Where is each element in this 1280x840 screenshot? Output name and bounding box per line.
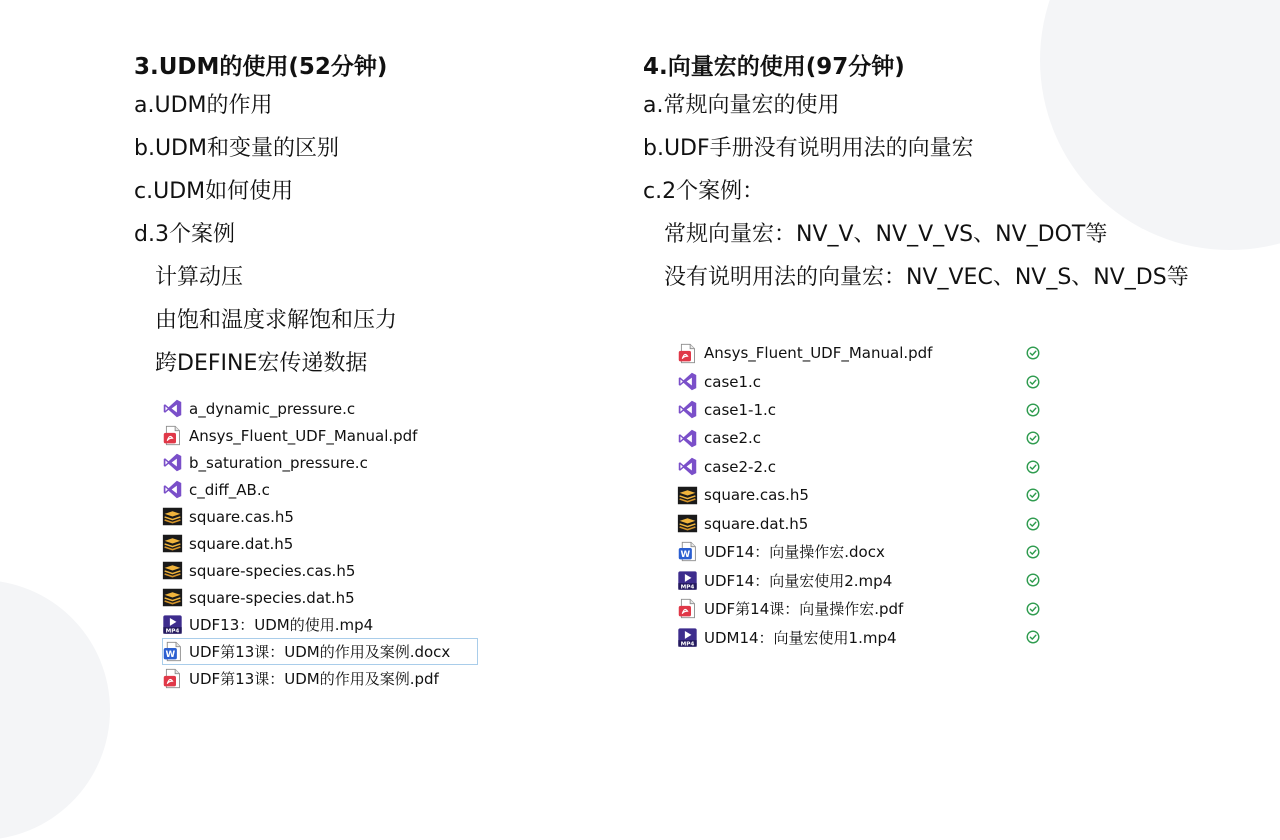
outline-list [643,84,1189,299]
file-list [162,395,478,692]
synced-check-icon [1026,488,1040,502]
outline-item: a.常规向量宏的使用 [643,93,840,118]
file-item[interactable] [162,395,478,422]
svg-text:W: W [680,550,691,561]
visual-studio-icon [162,398,183,419]
outline-list [134,84,397,385]
file-name: a_dynamic_pressure.c [189,399,356,418]
word-icon [677,541,698,562]
fluent-data-icon [162,533,183,554]
pdf-icon [677,598,698,619]
pdf-icon [162,668,183,689]
synced-check-icon [1026,630,1040,644]
file-item[interactable] [677,396,1057,424]
fluent-data-icon [162,560,183,581]
file-name: square.cas.h5 [189,507,294,526]
outline-item: c.2个案例： [643,179,765,204]
visual-studio-icon [677,456,698,477]
outline-item: b.UDF手册没有说明用法的向量宏 [643,136,974,161]
file-item[interactable] [677,424,1057,452]
file-item[interactable] [162,449,478,476]
file-name: square.cas.h5 [704,486,809,505]
file-item[interactable] [162,638,478,665]
file-name: Ansys_Fluent_UDF_Manual.pdf [189,426,418,445]
file-item[interactable] [162,530,478,557]
svg-text:W: W [165,650,176,661]
file-list [677,339,1057,651]
file-name: c_diff_AB.c [189,480,270,499]
file-name: UDF14：向量操作宏.docx [704,543,885,562]
outline-item: a.UDM的作用 [134,93,273,118]
synced-check-icon [1026,573,1040,587]
file-name: UDF14：向量宏使用2.mp4 [704,571,893,590]
file-item[interactable] [677,566,1057,594]
outline-item: c.UDM如何使用 [134,179,294,204]
file-name: Ansys_Fluent_UDF_Manual.pdf [704,344,933,363]
file-item[interactable] [162,584,478,611]
outline-item: 由饱和温度求解饱和压力 [155,308,398,333]
synced-check-icon [1026,460,1040,474]
synced-check-icon [1026,431,1040,445]
fluent-data-icon [162,587,183,608]
visual-studio-icon [162,479,183,500]
synced-check-icon [1026,346,1040,360]
file-item[interactable] [677,481,1057,509]
outline-item: d.3个案例 [134,222,235,247]
decorative-circle [0,580,110,840]
file-name: UDF13：UDM的使用.mp4 [189,616,374,634]
svg-text:MP4: MP4 [165,628,180,635]
fluent-data-icon [677,513,698,534]
file-item[interactable] [162,476,478,503]
mp4-icon [677,570,698,591]
fluent-data-icon [162,506,183,527]
file-name: square-species.dat.h5 [189,588,355,607]
file-item[interactable] [677,367,1057,395]
file-name: b_saturation_pressure.c [189,453,368,472]
visual-studio-icon [677,371,698,392]
file-name: case2-2.c [704,457,776,476]
file-name: square.dat.h5 [189,534,294,553]
svg-text:MP4: MP4 [680,584,695,591]
file-item[interactable] [162,503,478,530]
file-name: case2.c [704,429,762,448]
file-item[interactable] [677,453,1057,481]
pdf-icon [162,425,183,446]
file-item[interactable] [677,509,1057,537]
outline-item: 常规向量宏：NV_V、NV_V_VS、NV_DOT等 [664,222,1108,247]
file-item[interactable] [677,538,1057,566]
file-item[interactable] [677,623,1057,651]
file-name: UDF第13课：UDM的作用及案例.pdf [189,670,439,688]
outline-item: 没有说明用法的向量宏：NV_VEC、NV_S、NV_DS等 [664,265,1189,290]
file-item[interactable] [162,557,478,584]
pdf-icon [677,343,698,364]
file-item[interactable] [677,595,1057,623]
file-item[interactable] [162,665,478,692]
file-name: UDM14：向量宏使用1.mp4 [704,628,897,647]
synced-check-icon [1026,545,1040,559]
word-icon [162,641,183,662]
file-name: square-species.cas.h5 [189,561,356,580]
file-name: case1-1.c [704,400,776,419]
file-name: UDF第13课：UDM的作用及案例.docx [189,643,451,661]
mp4-icon [162,614,183,635]
svg-text:MP4: MP4 [680,641,695,648]
file-name: UDF第14课：向量操作宏.pdf [704,600,904,619]
outline-item: b.UDM和变量的区别 [134,136,339,161]
outline-item: 跨DEFINE宏传递数据 [155,351,368,376]
synced-check-icon [1026,517,1040,531]
synced-check-icon [1026,375,1040,389]
visual-studio-icon [162,452,183,473]
section-heading: 4.向量宏的使用(97分钟) [643,54,905,80]
file-item[interactable] [162,422,478,449]
section-heading: 3.UDM的使用(52分钟) [134,54,388,80]
outline-item: 计算动压 [155,265,244,290]
file-name: square.dat.h5 [704,514,809,533]
synced-check-icon [1026,602,1040,616]
visual-studio-icon [677,399,698,420]
mp4-icon [677,627,698,648]
synced-check-icon [1026,403,1040,417]
file-item[interactable] [677,339,1057,367]
file-name: case1.c [704,372,762,391]
file-item[interactable] [162,611,478,638]
fluent-data-icon [677,485,698,506]
visual-studio-icon [677,428,698,449]
